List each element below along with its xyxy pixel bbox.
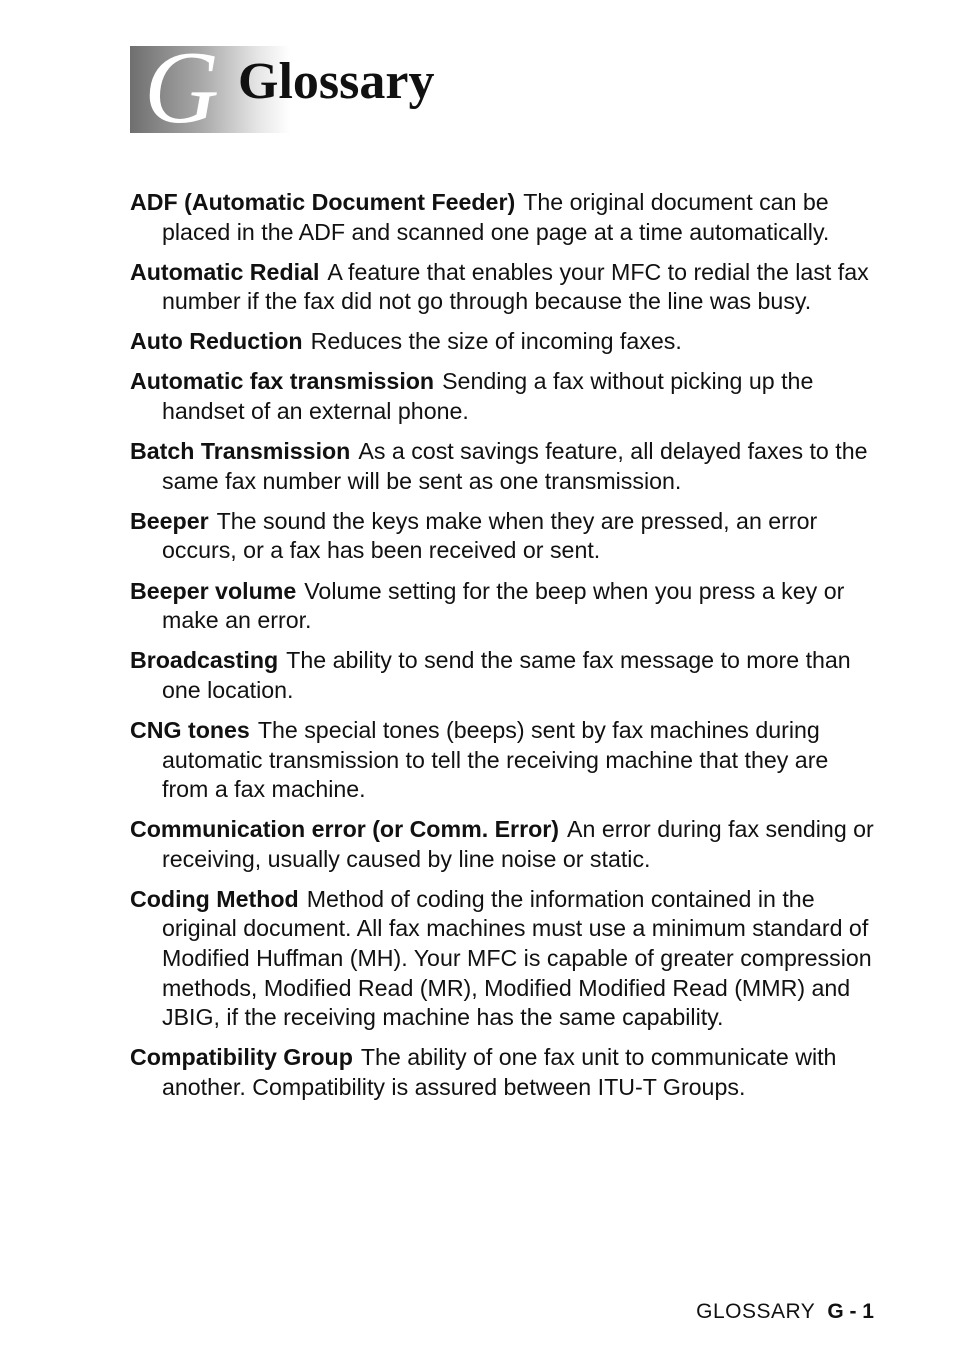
page-footer xyxy=(696,1300,874,1324)
glossary-definition: The special tones (beeps) sent by fax machines during automatic transmission to tell the receiving machine that they are from a fax machine. xyxy=(162,716,829,803)
glossary-entry-beeper xyxy=(130,507,875,566)
glossary-definition: The original document can be placed in the ADF and scanned one page at a time automatically. xyxy=(162,189,830,245)
glossary-entry-cng-tones xyxy=(130,716,875,805)
glossary-term: Beeper volume xyxy=(130,577,297,604)
glossary-definition: The ability to send the same fax message to more than one location. xyxy=(162,647,851,703)
glossary-term: Coding Method xyxy=(130,885,299,912)
glossary-term: ADF (Automatic Document Feeder) xyxy=(130,189,516,215)
glossary-term: Beeper xyxy=(130,507,209,534)
glossary-definition: The sound the keys make when they are pressed, an error occurs, or a fax has been received or sent. xyxy=(162,507,818,564)
glossary-term: Compatibility Group xyxy=(130,1044,353,1071)
chapter-letter: G xyxy=(144,30,220,145)
glossary-definition: A feature that enables your MFC to redial the last fax number if the fax did not go through because the line was busy. xyxy=(162,258,869,315)
footer-section-label: GLOSSARY xyxy=(696,1300,816,1323)
page-title: Glossary xyxy=(238,53,435,110)
glossary-entry-coding-method xyxy=(130,885,875,1033)
glossary-term: Communication error (or Comm. Error) xyxy=(130,816,560,843)
glossary-entry-beeper-volume xyxy=(130,577,875,636)
glossary-term: Automatic fax transmission xyxy=(130,368,435,395)
glossary-list xyxy=(130,188,875,1113)
page-number: G - 1 xyxy=(827,1300,874,1323)
glossary-definition: The ability of one fax unit to communicate with another. Compatibility is assured between ITU-T Groups. xyxy=(162,1044,837,1100)
glossary-definition: An error during fax sending or receiving, usually caused by line noise or static. xyxy=(162,816,874,872)
glossary-entry-automatic-fax-transmission xyxy=(130,367,875,426)
glossary-term: Batch Transmission xyxy=(130,438,351,465)
glossary-entry-communication-error xyxy=(130,815,875,874)
glossary-entry-auto-reduction xyxy=(130,327,875,357)
glossary-entry-adf xyxy=(130,188,875,247)
glossary-term: Automatic Redial xyxy=(130,258,320,285)
glossary-entry-automatic-redial xyxy=(130,258,875,317)
glossary-entry-batch-transmission xyxy=(130,437,875,496)
glossary-definition: Method of coding the information contained in the original document. All fax machines must use a minimum standard of Modified Huffman (MH). Your MFC is capable of greater compression methods, Modified Read (MR), Modified Modified Read (MMR) and JBIG, if the receiving machine has the same capability. xyxy=(162,885,872,1031)
glossary-definition: Sending a fax without picking up the handset of an external phone. xyxy=(162,368,814,425)
glossary-entry-broadcasting xyxy=(130,646,875,705)
glossary-term: CNG tones xyxy=(130,716,250,743)
glossary-definition: Reduces the size of incoming faxes. xyxy=(310,328,682,355)
glossary-definition: Volume setting for the beep when you press a key or make an error. xyxy=(162,577,845,634)
glossary-term: Auto Reduction xyxy=(130,328,303,355)
glossary-definition: As a cost savings feature, all delayed faxes to the same fax number will be sent as one transmission. xyxy=(162,438,868,494)
glossary-entry-compatibility-group xyxy=(130,1043,875,1102)
glossary-term: Broadcasting xyxy=(130,647,279,674)
